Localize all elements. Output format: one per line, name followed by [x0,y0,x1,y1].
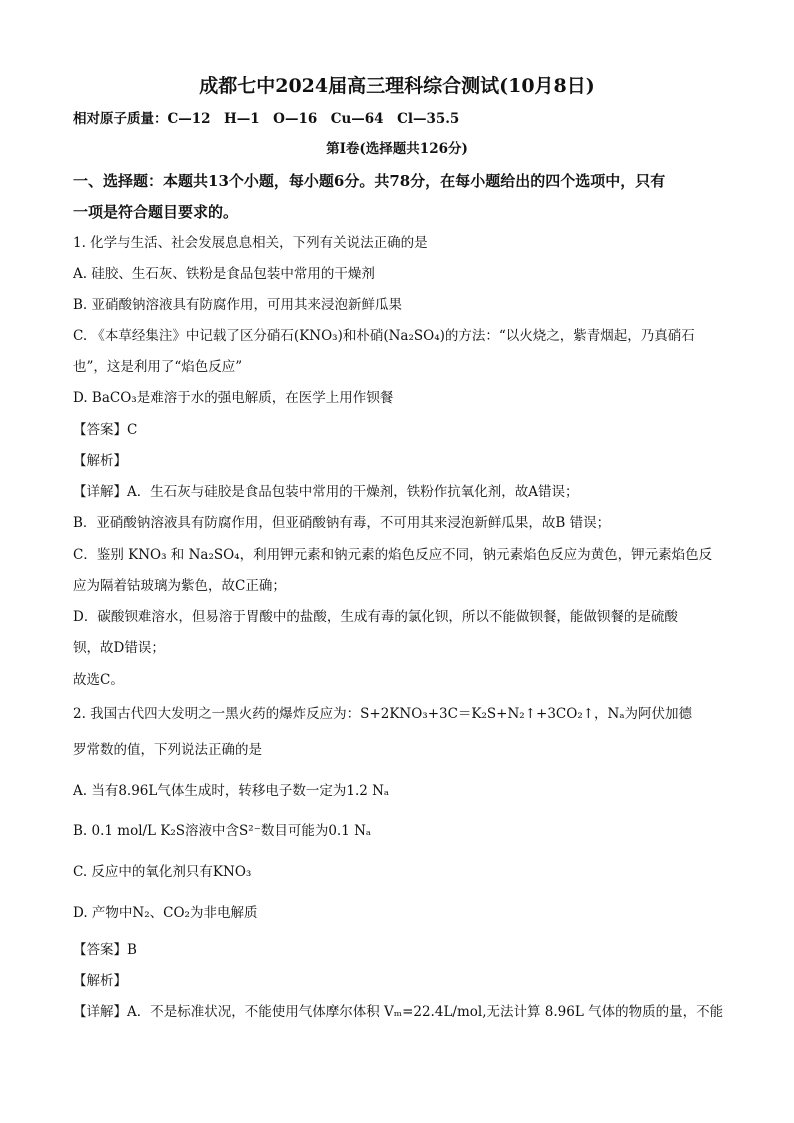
q1-detail-line-4: 应为隔着钴玻璃为紫色，故C正确； [73,578,286,594]
q1-option-c-line-2: 也”，这是利用了“焰色反应” [73,359,243,375]
atomic-masses: 相对原子质量：C—12 H—1 O—16 Cu—64 Cl—35.5 [73,111,460,127]
q1-answer: 【答案】C [73,422,138,438]
q1-detail-line-2: B．亚硝酸钠溶液具有防腐作用，但亚硝酸钠有毒，不可用其来浸泡新鲜瓜果，故B 错误； [73,515,611,531]
page-title: 成都七中2024届高三理科综合测试(10月8日) [199,75,595,97]
q1-option-d: D. BaCO₃是难溶于水的强电解质，在医学上用作钡餐 [73,390,394,406]
q2-analysis-label: 【解析】 [73,973,127,989]
q1-stem: 1. 化学与生活、社会发展息息相关，下列有关说法正确的是 [73,235,428,251]
instructions-line-2: 一项是符合题目要求的。 [73,203,239,221]
q1-option-b: B. 亚硝酸钠溶液具有防腐作用，可用其来浸泡新鲜瓜果 [73,297,403,313]
q2-option-b: B. 0.1 mol/L K₂S溶液中含S²⁻数目可能为0.1 Nₐ [73,823,372,839]
q1-option-a: A. 硅胶、生石灰、铁粉是食品包装中常用的干燥剂 [73,266,375,282]
q1-detail-line-5: D．碳酸钡难溶水，但易溶于胃酸中的盐酸，生成有毒的氯化钡，所以不能做钡餐，能做钡餐的是硫酸 [73,609,678,625]
q2-detail-line-1: 【详解】A．不是标准状况，不能使用气体摩尔体积 Vₘ=22.4L/mol,无法计算 8.96L 气体的物质的量，不能 [73,1004,724,1020]
q1-analysis-label: 【解析】 [73,453,127,469]
q2-option-d: D. 产物中N₂、CO₂为非电解质 [73,905,258,921]
q2-stem-line-1: 2. 我国古代四大发明之一黑火药的爆炸反应为：S+2KNO₃+3C＝K₂S+N₂↑+3CO₂↑，Nₐ为阿伏加德 [73,706,693,722]
instructions-line-1: 一、选择题：本题共13个小题，每小题6分。共78分，在每小题给出的四个选项中，只有 [73,172,666,190]
q2-answer: 【答案】B [73,942,137,958]
q2-option-c: C. 反应中的氧化剂只有KNO₃ [73,864,252,880]
q1-detail-line-3: C．鉴别 KNO₃ 和 Na₂SO₄，利用钾元素和钠元素的焰色反应不同，钠元素焰色反应为黄色，钾元素焰色反 [73,547,713,563]
q1-conclusion: 故选C。 [73,672,124,688]
q1-detail-line-6: 钡，故D错误； [73,640,165,656]
q1-detail-line-1: 【详解】A．生石灰与硅胶是食品包装中常用的干燥剂，铁粉作抗氧化剂，故A错误； [73,484,579,500]
volume-heading: 第Ⅰ卷(选择题共126分) [326,141,468,157]
q2-option-a: A. 当有8.96L气体生成时，转移电子数一定为1.2 Nₐ [73,783,390,799]
q2-stem-line-2: 罗常数的值，下列说法正确的是 [73,742,262,758]
q1-option-c-line-1: C. 《本草经集注》中记载了区分硝石(KNO₃)和朴硝(Na₂SO₄)的方法：“以火烧之，紫青烟起，乃真硝石 [73,328,695,344]
